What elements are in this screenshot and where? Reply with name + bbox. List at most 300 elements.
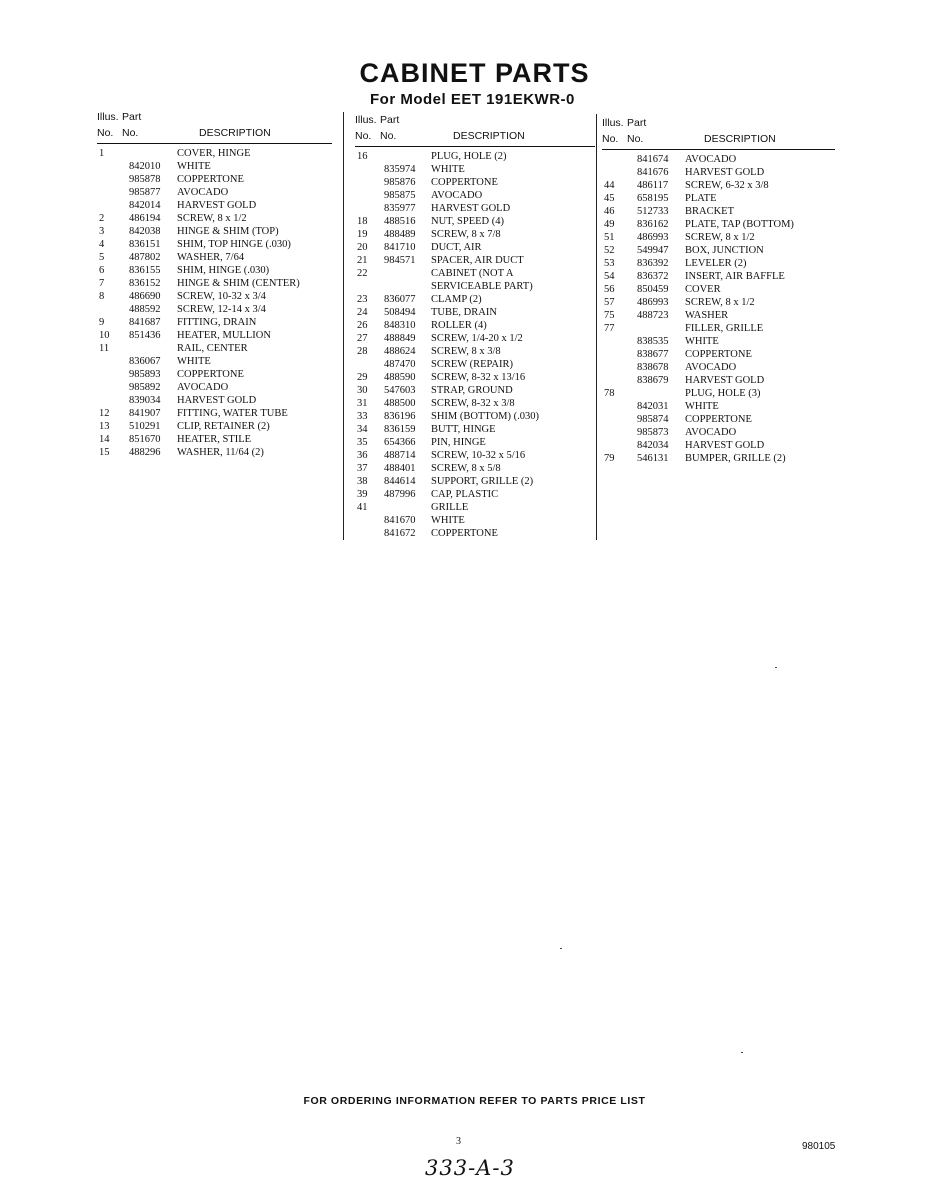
part-row (602, 426, 835, 439)
illus-number: 27 (357, 333, 368, 344)
part-row (602, 452, 835, 465)
part-row (97, 147, 332, 160)
part-row (355, 332, 595, 345)
part-description: WHITE (177, 161, 211, 172)
part-number: 842038 (129, 226, 161, 237)
part-number: 985878 (129, 174, 161, 185)
part-number: 838535 (637, 336, 669, 347)
part-number: 841907 (129, 408, 161, 419)
part-number: 488489 (384, 229, 416, 240)
part-number: 848310 (384, 320, 416, 331)
illus-number: 78 (604, 388, 615, 399)
part-number: 836196 (384, 411, 416, 422)
part-row (355, 293, 595, 306)
part-description: SCREW, 8 x 1/2 (685, 232, 755, 243)
part-row (355, 267, 595, 280)
illus-number: 37 (357, 463, 368, 474)
part-no-label: No. (122, 127, 139, 139)
illus-number: 15 (99, 447, 110, 458)
part-description: BRACKET (685, 206, 735, 217)
part-number: 836159 (384, 424, 416, 435)
part-number: 547603 (384, 385, 416, 396)
part-description: HINGE & SHIM (TOP) (177, 226, 279, 237)
part-number: 836162 (637, 219, 669, 230)
part-description: CABINET (NOT A (431, 268, 514, 279)
part-number: 985874 (637, 414, 669, 425)
part-row (97, 420, 332, 433)
part-row (97, 329, 332, 342)
part-number: 836155 (129, 265, 161, 276)
part-number: 838679 (637, 375, 669, 386)
part-row (602, 257, 835, 270)
part-description: WHITE (685, 336, 719, 347)
part-number: 488849 (384, 333, 416, 344)
part-number: 985892 (129, 382, 161, 393)
part-row (602, 231, 835, 244)
handwritten-note: 333-A-3 (425, 1156, 515, 1180)
part-row (97, 368, 332, 381)
part-description: BOX, JUNCTION (685, 245, 764, 256)
part-label: Part (380, 114, 400, 126)
part-description: AVOCADO (177, 382, 229, 393)
illus-number: 23 (357, 294, 368, 305)
description-label: DESCRIPTION (453, 130, 525, 142)
part-description: GRILLE (431, 502, 469, 513)
illus-number: 20 (357, 242, 368, 253)
part-description: PLATE (685, 193, 717, 204)
illus-number: 29 (357, 372, 368, 383)
part-number: 841710 (384, 242, 416, 253)
parts-column-3 (602, 117, 835, 465)
part-row (355, 280, 595, 293)
part-description: PIN, HINGE (431, 437, 486, 448)
part-number: 486194 (129, 213, 161, 224)
part-row (97, 264, 332, 277)
part-description: WHITE (431, 515, 465, 526)
illus-number: 9 (99, 317, 105, 328)
part-row (355, 150, 595, 163)
illus-number: 12 (99, 408, 110, 419)
part-description: CAP, PLASTIC (431, 489, 499, 500)
part-row (602, 309, 835, 322)
part-row (355, 202, 595, 215)
parts-column-1 (97, 111, 332, 459)
part-row (602, 283, 835, 296)
part-description: WASHER (685, 310, 729, 321)
illus-number: 14 (99, 434, 110, 445)
column-divider (343, 112, 344, 540)
part-description: COVER (685, 284, 721, 295)
part-description: SCREW, 10-32 x 3/4 (177, 291, 266, 302)
part-row (97, 316, 332, 329)
part-row (355, 449, 595, 462)
part-row (602, 218, 835, 231)
illus-no-label: No. (602, 133, 619, 145)
part-description: COPPERTONE (685, 414, 752, 425)
part-number: 512733 (637, 206, 669, 217)
part-description: WASHER, 7/64 (177, 252, 245, 263)
illus-number: 3 (99, 226, 105, 237)
part-row (97, 277, 332, 290)
part-number: 486993 (637, 297, 669, 308)
part-description: AVOCADO (685, 154, 737, 165)
part-description: AVOCADO (685, 427, 737, 438)
part-row (355, 423, 595, 436)
part-row (602, 166, 835, 179)
illus-number: 44 (604, 180, 615, 191)
part-description: COPPERTONE (431, 528, 498, 539)
part-row (355, 163, 595, 176)
part-description: RAIL, CENTER (177, 343, 248, 354)
part-row (355, 462, 595, 475)
illus-number: 21 (357, 255, 368, 266)
part-number: 851436 (129, 330, 161, 341)
illus-number: 39 (357, 489, 368, 500)
part-row (97, 160, 332, 173)
illus-number: 24 (357, 307, 368, 318)
part-description: SCREW, 8 x 1/2 (685, 297, 755, 308)
part-row (602, 270, 835, 283)
part-description: SCREW, 8-32 x 13/16 (431, 372, 526, 383)
part-number: 841672 (384, 528, 416, 539)
part-description: SCREW, 8 x 5/8 (431, 463, 501, 474)
part-row (97, 446, 332, 459)
part-number: 488624 (384, 346, 416, 357)
part-description: CLAMP (2) (431, 294, 482, 305)
illus-number: 22 (357, 268, 368, 279)
part-description: HARVEST GOLD (685, 440, 765, 451)
part-row (355, 254, 595, 267)
illus-number: 34 (357, 424, 368, 435)
part-row (97, 238, 332, 251)
part-row (355, 241, 595, 254)
part-description: HARVEST GOLD (685, 375, 765, 386)
illus-number: 36 (357, 450, 368, 461)
part-number: 984571 (384, 255, 416, 266)
part-number: 488592 (129, 304, 161, 315)
part-row (602, 335, 835, 348)
part-row (97, 303, 332, 316)
part-description: TUBE, DRAIN (431, 307, 497, 318)
part-description: PLATE, TAP (BOTTOM) (685, 219, 794, 230)
part-number: 488401 (384, 463, 416, 474)
part-description: AVOCADO (685, 362, 737, 373)
part-row (355, 410, 595, 423)
model-subtitle: For Model EET 191EKWR-0 (370, 91, 575, 108)
document-code: 980105 (802, 1141, 836, 1152)
part-number: 842034 (637, 440, 669, 451)
illus-number: 35 (357, 437, 368, 448)
illus-number: 49 (604, 219, 615, 230)
part-row (97, 407, 332, 420)
part-number: 488714 (384, 450, 416, 461)
part-description: LEVELER (2) (685, 258, 747, 269)
part-description: PLUG, HOLE (3) (685, 388, 761, 399)
illus-number: 2 (99, 213, 105, 224)
part-no-label: No. (627, 133, 644, 145)
parts-list (355, 150, 595, 540)
part-number: 842031 (637, 401, 669, 412)
part-description: FILLER, GRILLE (685, 323, 764, 334)
part-row (602, 296, 835, 309)
illus-number: 28 (357, 346, 368, 357)
part-number: 844614 (384, 476, 416, 487)
part-description: SCREW, 8-32 x 3/8 (431, 398, 515, 409)
illus-number: 52 (604, 245, 615, 256)
part-row (355, 384, 595, 397)
part-label: Part (627, 117, 647, 129)
column-header (97, 111, 332, 144)
part-description: FITTING, WATER TUBE (177, 408, 288, 419)
illus-number: 51 (604, 232, 615, 243)
part-description: SHIM (BOTTOM) (.030) (431, 411, 540, 422)
part-row (602, 205, 835, 218)
illus-number: 30 (357, 385, 368, 396)
part-description: AVOCADO (177, 187, 229, 198)
column-divider (596, 114, 597, 540)
part-number: 488500 (384, 398, 416, 409)
part-number: 658195 (637, 193, 669, 204)
part-description: SHIM, HINGE (.030) (177, 265, 270, 276)
illus-number: 19 (357, 229, 368, 240)
part-number: 487470 (384, 359, 416, 370)
part-description: HARVEST GOLD (685, 167, 765, 178)
illus-number: 45 (604, 193, 615, 204)
illus-label: Illus. (355, 114, 377, 126)
part-number: 838678 (637, 362, 669, 373)
part-description: HARVEST GOLD (177, 200, 257, 211)
part-row (355, 436, 595, 449)
illus-number: 7 (99, 278, 105, 289)
part-number: 839034 (129, 395, 161, 406)
part-description: SCREW, 12-14 x 3/4 (177, 304, 266, 315)
illus-number: 75 (604, 310, 615, 321)
illus-number: 54 (604, 271, 615, 282)
description-label: DESCRIPTION (704, 133, 776, 145)
part-row (602, 348, 835, 361)
part-row (355, 514, 595, 527)
part-no-label: No. (380, 130, 397, 142)
part-number: 549947 (637, 245, 669, 256)
part-number: 985873 (637, 427, 669, 438)
part-number: 488590 (384, 372, 416, 383)
part-description: SERVICEABLE PART) (431, 281, 533, 292)
part-description: BUTT, HINGE (431, 424, 496, 435)
part-row (602, 400, 835, 413)
page-title: CABINET PARTS (359, 58, 590, 88)
part-row (602, 413, 835, 426)
part-number: 841674 (637, 154, 669, 165)
part-description: SCREW, 8 x 7/8 (431, 229, 501, 240)
column-header (602, 117, 835, 150)
illus-number: 79 (604, 453, 615, 464)
part-description: SCREW, 8 x 3/8 (431, 346, 501, 357)
illus-number: 4 (99, 239, 105, 250)
part-number: 842010 (129, 161, 161, 172)
scan-speck (560, 948, 562, 949)
illus-number: 56 (604, 284, 615, 295)
illus-no-label: No. (355, 130, 372, 142)
part-row (602, 361, 835, 374)
illus-label: Illus. (97, 111, 119, 123)
ordering-note: FOR ORDERING INFORMATION REFER TO PARTS PRICE LIST (303, 1095, 646, 1107)
part-row (97, 342, 332, 355)
part-number: 842014 (129, 200, 161, 211)
part-description: COVER, HINGE (177, 148, 251, 159)
part-description: HARVEST GOLD (431, 203, 511, 214)
scan-speck (741, 1052, 743, 1053)
part-row (602, 387, 835, 400)
part-number: 486117 (637, 180, 669, 191)
part-number: 836152 (129, 278, 161, 289)
part-row (97, 225, 332, 238)
part-number: 510291 (129, 421, 161, 432)
part-number: 486690 (129, 291, 161, 302)
part-description: WHITE (685, 401, 719, 412)
illus-number: 6 (99, 265, 105, 276)
parts-list (602, 153, 835, 465)
part-number: 654366 (384, 437, 416, 448)
part-description: SCREW, 8 x 1/2 (177, 213, 247, 224)
part-row (355, 371, 595, 384)
illus-number: 33 (357, 411, 368, 422)
part-number: 838677 (637, 349, 669, 360)
part-row (355, 319, 595, 332)
part-row (602, 192, 835, 205)
part-number: 851670 (129, 434, 161, 445)
description-label: DESCRIPTION (199, 127, 271, 139)
part-row (97, 186, 332, 199)
part-description: FITTING, DRAIN (177, 317, 257, 328)
part-number: 985893 (129, 369, 161, 380)
part-description: STRAP, GROUND (431, 385, 513, 396)
part-row (97, 381, 332, 394)
illus-number: 16 (357, 151, 368, 162)
part-row (97, 433, 332, 446)
part-description: NUT, SPEED (4) (431, 216, 505, 227)
part-description: HEATER, STILE (177, 434, 252, 445)
part-row (355, 475, 595, 488)
illus-number: 8 (99, 291, 105, 302)
part-number: 487996 (384, 489, 416, 500)
part-description: SCREW (REPAIR) (431, 359, 513, 370)
part-description: COPPERTONE (431, 177, 498, 188)
illus-no-label: No. (97, 127, 114, 139)
part-description: CLIP, RETAINER (2) (177, 421, 270, 432)
part-description: WHITE (177, 356, 211, 367)
part-number: 836372 (637, 271, 669, 282)
illus-number: 18 (357, 216, 368, 227)
illus-number: 77 (604, 323, 615, 334)
part-description: AVOCADO (431, 190, 483, 201)
illus-number: 46 (604, 206, 615, 217)
part-row (602, 244, 835, 257)
part-description: HEATER, MULLION (177, 330, 271, 341)
illus-number: 38 (357, 476, 368, 487)
illus-number: 53 (604, 258, 615, 269)
part-row (355, 397, 595, 410)
part-row (355, 306, 595, 319)
part-number: 508494 (384, 307, 416, 318)
illus-number: 10 (99, 330, 110, 341)
part-number: 985876 (384, 177, 416, 188)
part-row (355, 501, 595, 514)
part-description: WHITE (431, 164, 465, 175)
part-description: HARVEST GOLD (177, 395, 257, 406)
part-row (97, 173, 332, 186)
part-row (602, 179, 835, 192)
part-description: ROLLER (4) (431, 320, 487, 331)
part-number: 488723 (637, 310, 669, 321)
part-row (355, 358, 595, 371)
scan-speck (775, 667, 777, 668)
part-number: 835977 (384, 203, 416, 214)
part-row (97, 251, 332, 264)
part-description: COPPERTONE (177, 369, 244, 380)
part-description: INSERT, AIR BAFFLE (685, 271, 785, 282)
part-number: 835974 (384, 164, 416, 175)
part-number: 488516 (384, 216, 416, 227)
part-number: 488296 (129, 447, 161, 458)
part-row (602, 374, 835, 387)
part-row (355, 176, 595, 189)
part-description: COPPERTONE (685, 349, 752, 360)
part-number: 841670 (384, 515, 416, 526)
part-row (355, 527, 595, 540)
part-description: SUPPORT, GRILLE (2) (431, 476, 534, 487)
part-row (355, 228, 595, 241)
part-row (355, 345, 595, 358)
part-number: 546131 (637, 453, 669, 464)
part-row (97, 355, 332, 368)
illus-number: 5 (99, 252, 105, 263)
parts-list (97, 147, 332, 459)
illus-number: 41 (357, 502, 368, 513)
part-number: 486993 (637, 232, 669, 243)
part-number: 850459 (637, 284, 669, 295)
parts-column-2 (355, 114, 595, 540)
part-number: 836067 (129, 356, 161, 367)
part-description: HINGE & SHIM (CENTER) (177, 278, 300, 289)
part-description: PLUG, HOLE (2) (431, 151, 507, 162)
part-number: 836077 (384, 294, 416, 305)
page-number: 3 (456, 1136, 461, 1147)
illus-label: Illus. (602, 117, 624, 129)
part-row (602, 153, 835, 166)
illus-number: 57 (604, 297, 615, 308)
part-row (97, 290, 332, 303)
part-row (355, 189, 595, 202)
part-description: COPPERTONE (177, 174, 244, 185)
part-description: SPACER, AIR DUCT (431, 255, 524, 266)
illus-number: 31 (357, 398, 368, 409)
part-number: 487802 (129, 252, 161, 263)
part-description: WASHER, 11/64 (2) (177, 447, 264, 458)
part-description: BUMPER, GRILLE (2) (685, 453, 786, 464)
part-row (602, 439, 835, 452)
part-description: SCREW, 10-32 x 5/16 (431, 450, 526, 461)
part-number: 836151 (129, 239, 161, 250)
illus-number: 1 (99, 148, 105, 159)
part-row (602, 322, 835, 335)
illus-number: 26 (357, 320, 368, 331)
part-number: 836392 (637, 258, 669, 269)
illus-number: 11 (99, 343, 110, 354)
illus-number: 13 (99, 421, 110, 432)
part-description: SHIM, TOP HINGE (.030) (177, 239, 291, 250)
part-number: 985875 (384, 190, 416, 201)
part-description: SCREW, 1/4-20 x 1/2 (431, 333, 523, 344)
